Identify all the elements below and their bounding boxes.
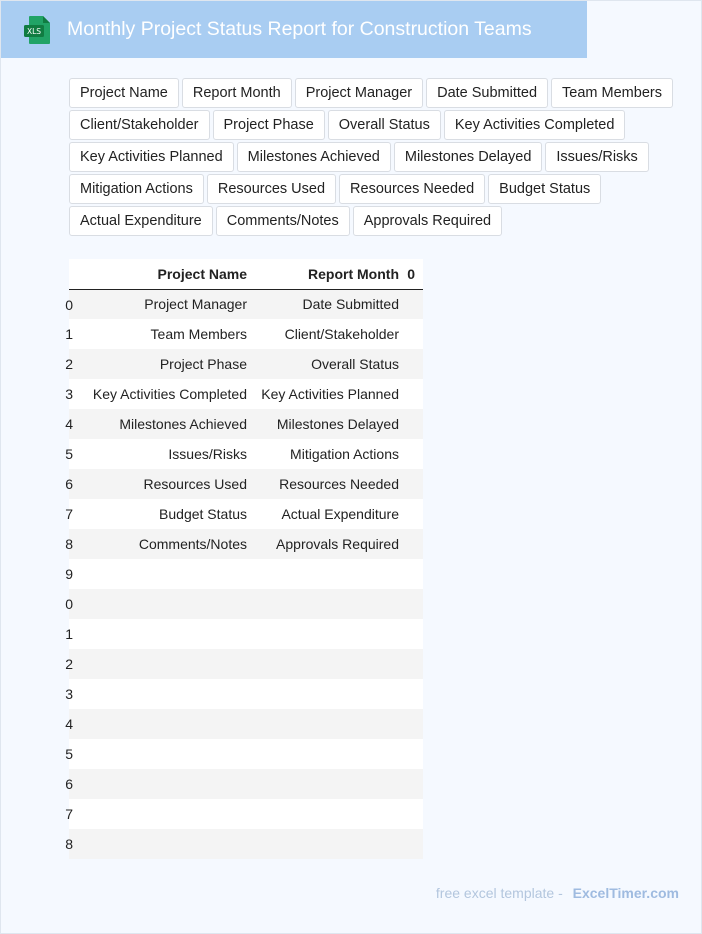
cell-report-month [247,559,399,589]
cell-0 [399,439,423,469]
table-row [69,769,423,799]
field-chip[interactable]: Project Phase [213,110,325,140]
cell-project-name: Project Phase [75,349,247,379]
table-row [69,799,423,829]
cell-0 [399,589,423,619]
cell-0 [399,679,423,709]
footer-credit [436,885,679,901]
row-index: 7 [69,799,75,829]
cell-report-month [247,619,399,649]
cell-0 [399,709,423,739]
cell-report-month: Date Submitted [247,289,399,319]
cell-project-name [75,559,247,589]
row-index: 5 [69,439,75,469]
cell-0 [399,289,423,319]
footer-prefix: free excel template - [435,885,563,901]
field-chip[interactable]: Approvals Required [353,206,502,236]
xls-file-icon [23,15,51,45]
index-header [69,259,75,289]
table-row [69,709,423,739]
cell-project-name [75,649,247,679]
cell-project-name: Budget Status [75,499,247,529]
cell-0 [399,409,423,439]
cell-project-name [75,829,247,859]
cell-project-name [75,739,247,769]
field-chip[interactable]: Comments/Notes [216,206,350,236]
cell-report-month: Overall Status [247,349,399,379]
cell-report-month [247,739,399,769]
row-index: 3 [69,379,75,409]
cell-0 [399,829,423,859]
cell-project-name: Project Manager [75,289,247,319]
field-chip[interactable]: Client/Stakeholder [69,110,210,140]
cell-0 [399,349,423,379]
row-index: 7 [69,499,75,529]
table-row [69,439,423,469]
table-row [69,829,423,859]
cell-project-name: Team Members [75,319,247,349]
table-row [69,349,423,379]
cell-0 [399,469,423,499]
cell-project-name: Milestones Achieved [75,409,247,439]
cell-0 [399,379,423,409]
cell-0 [399,649,423,679]
cell-report-month: Actual Expenditure [247,499,399,529]
field-chip[interactable]: Overall Status [328,110,441,140]
table-row [69,289,423,319]
row-index: 9 [69,559,75,589]
field-chip[interactable]: Issues/Risks [545,142,648,172]
field-chip[interactable]: Project Manager [295,78,423,108]
cell-project-name [75,799,247,829]
cell-report-month [247,799,399,829]
cell-report-month [247,769,399,799]
field-chip[interactable]: Key Activities Planned [69,142,234,172]
data-table [65,259,423,859]
table-row [69,499,423,529]
table-row [69,319,423,349]
field-chip[interactable]: Report Month [182,78,292,108]
field-chip[interactable]: Milestones Achieved [237,142,391,172]
field-chip[interactable]: Team Members [551,78,673,108]
field-chip[interactable]: Milestones Delayed [394,142,543,172]
cell-report-month [247,589,399,619]
cell-report-month: Key Activities Planned [247,379,399,409]
table-row [69,619,423,649]
row-index: 0 [69,589,75,619]
cell-0 [399,619,423,649]
row-index: 5 [69,739,75,769]
cell-0 [399,799,423,829]
page-title: Monthly Project Status Report for Construction Teams [67,18,532,40]
table-row [69,679,423,709]
column-header-project-name[interactable]: Project Name [75,259,247,289]
row-index: 6 [69,469,75,499]
row-index: 2 [69,349,75,379]
cell-report-month: Milestones Delayed [247,409,399,439]
row-index: 1 [69,619,75,649]
row-index: 1 [69,319,75,349]
row-index: 4 [69,709,75,739]
cell-0 [399,499,423,529]
column-header-report-month[interactable]: Report Month [247,259,399,289]
cell-project-name [75,769,247,799]
cell-project-name: Issues/Risks [75,439,247,469]
table-row [69,559,423,589]
row-index: 8 [69,829,75,859]
cell-project-name [75,679,247,709]
cell-0 [399,319,423,349]
field-chip[interactable]: Date Submitted [426,78,548,108]
row-index: 2 [69,649,75,679]
table-row [69,589,423,619]
title-banner [1,1,587,58]
cell-report-month: Resources Needed [247,469,399,499]
footer-brand-link[interactable]: ExcelTimer.com [572,885,679,901]
cell-0 [399,769,423,799]
row-index: 8 [69,529,75,559]
cell-0 [399,529,423,559]
cell-project-name: Key Activities Completed [75,379,247,409]
field-chip[interactable]: Project Name [69,78,179,108]
cell-report-month: Approvals Required [247,529,399,559]
table-header-row [69,259,423,289]
row-index: 3 [69,679,75,709]
column-header-0[interactable]: 0 [399,259,423,289]
table-row [69,529,423,559]
table-row [69,379,423,409]
field-chip[interactable]: Actual Expenditure [69,206,213,236]
cell-report-month: Client/Stakeholder [247,319,399,349]
cell-project-name: Resources Used [75,469,247,499]
row-index: 6 [69,769,75,799]
cell-project-name [75,589,247,619]
cell-report-month [247,679,399,709]
table-row [69,649,423,679]
table-row [69,469,423,499]
cell-report-month [247,829,399,859]
cell-project-name [75,709,247,739]
cell-report-month: Mitigation Actions [247,439,399,469]
cell-report-month [247,649,399,679]
cell-0 [399,739,423,769]
row-index: 4 [69,409,75,439]
table-row [69,739,423,769]
table-row [69,409,423,439]
field-chip[interactable]: Mitigation Actions [69,174,204,204]
cell-project-name [75,619,247,649]
field-chip-list [69,78,691,236]
field-chip[interactable]: Budget Status [488,174,601,204]
xls-icon-label: XLS [26,27,42,37]
cell-0 [399,559,423,589]
cell-report-month [247,709,399,739]
field-chip[interactable]: Resources Needed [339,174,485,204]
row-index: 0 [69,289,75,319]
field-chip[interactable]: Resources Used [207,174,336,204]
field-chip[interactable]: Key Activities Completed [444,110,626,140]
cell-project-name: Comments/Notes [75,529,247,559]
